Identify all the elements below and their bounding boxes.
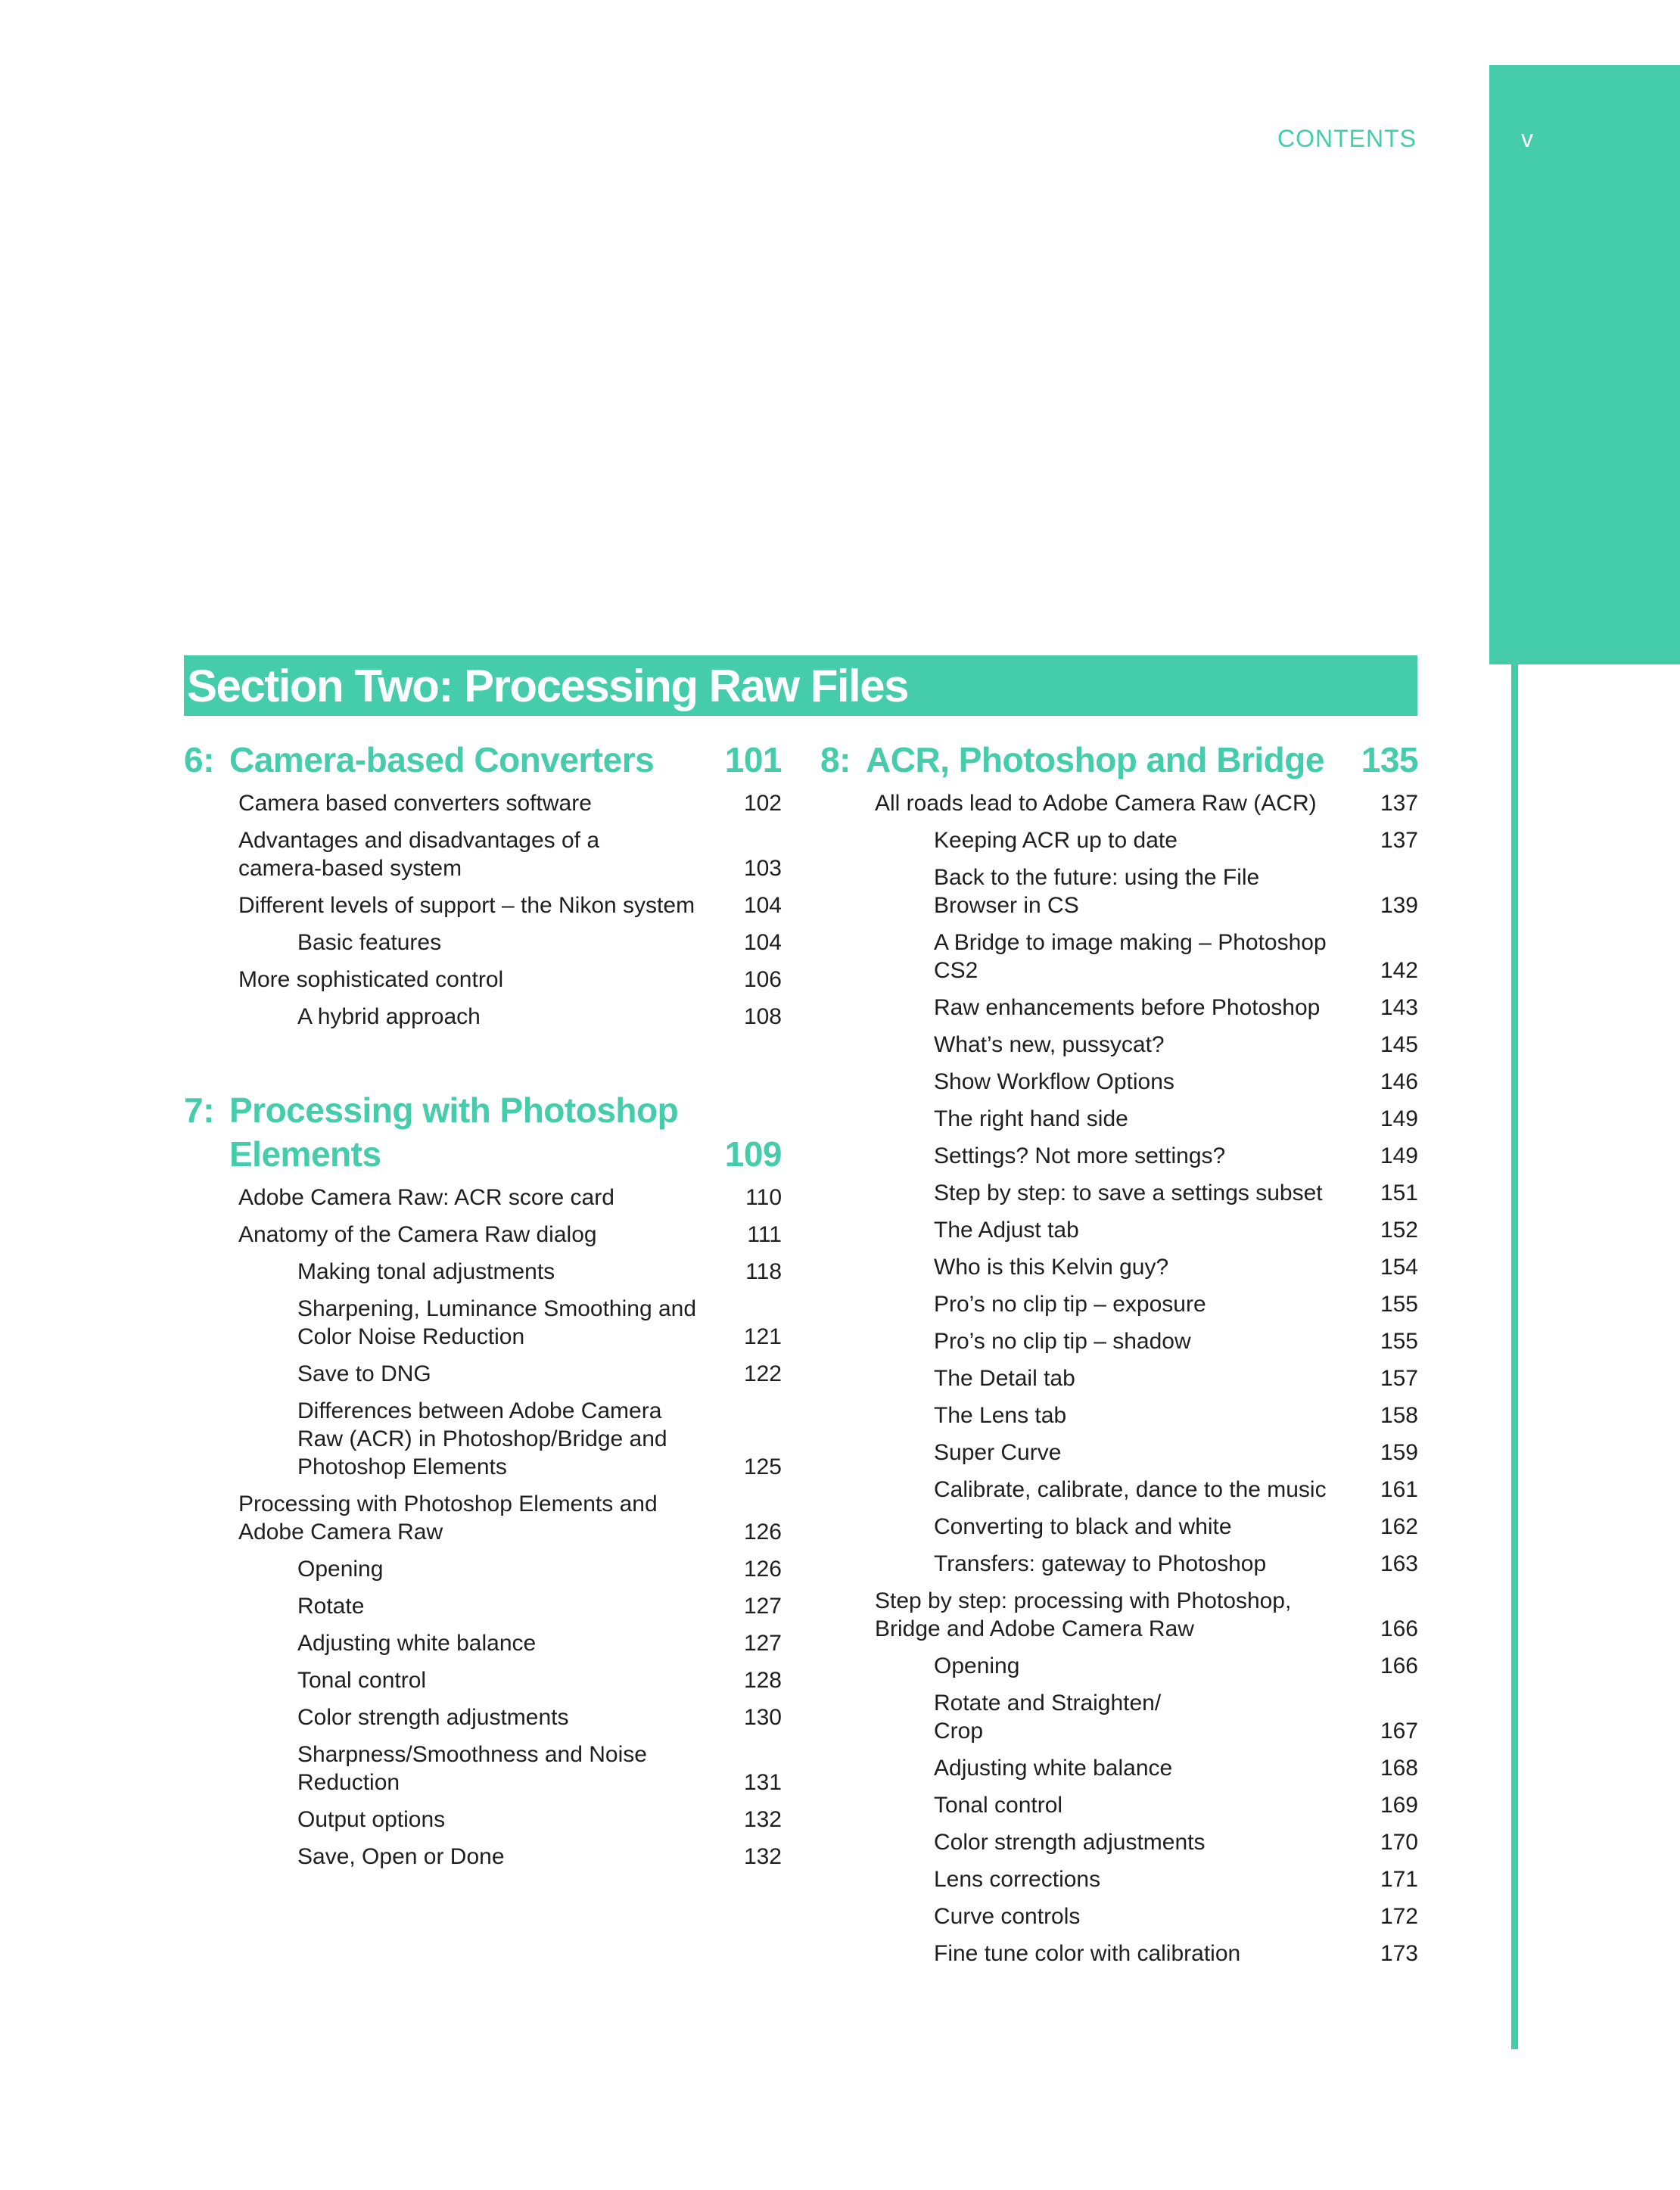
toc-entry-title: Adobe Camera Raw: ACR score card	[238, 1185, 614, 1210]
toc-entry-page: 145	[1380, 1032, 1418, 1057]
toc-entry[interactable]	[184, 891, 782, 919]
toc-entry-page: 166	[1380, 1616, 1418, 1641]
toc-entry[interactable]	[820, 1828, 1418, 1856]
chapter-number: 6:	[184, 740, 214, 779]
toc-entry-page: 125	[743, 1454, 782, 1479]
toc-entry-page: 128	[743, 1668, 782, 1693]
toc-entry[interactable]	[820, 1253, 1418, 1281]
toc-entry[interactable]	[184, 1360, 782, 1388]
toc-entry-title: Show Workflow Options	[934, 1069, 1174, 1094]
toc-entry[interactable]	[184, 1740, 782, 1796]
toc-entry-title: Making tonal adjustments	[297, 1259, 555, 1284]
toc-entry[interactable]	[820, 1327, 1418, 1355]
toc-entry-title: The Adjust tab	[934, 1218, 1079, 1243]
toc-entry[interactable]	[184, 1490, 782, 1546]
toc-entry-title: Tonal control	[297, 1668, 427, 1693]
toc-entry-page: 159	[1380, 1440, 1418, 1465]
toc-entry-title: Adjusting white balance	[297, 1631, 537, 1656]
toc-entry-page: 149	[1380, 1143, 1418, 1168]
toc-entry[interactable]	[820, 929, 1418, 985]
toc-entry-page: 110	[745, 1185, 782, 1210]
toc-entry[interactable]	[820, 1902, 1418, 1930]
toc-entry[interactable]	[184, 826, 782, 882]
toc-entry-page: 162	[1380, 1514, 1418, 1539]
toc-entry[interactable]	[184, 1555, 782, 1583]
toc-entry-title: The Detail tab	[934, 1366, 1075, 1391]
toc-entry-title: Processing with Photoshop Elements and Adobe Camera Raw	[238, 1492, 658, 1545]
toc-entry-title: Converting to black and white	[934, 1514, 1232, 1539]
toc-entry-page: 173	[1380, 1941, 1418, 1966]
chapter-number: 8:	[820, 740, 851, 779]
chapter-number: 7:	[184, 1090, 214, 1130]
toc-entry[interactable]	[184, 1221, 782, 1249]
toc-entry-page: 103	[743, 856, 782, 881]
toc-column-left	[184, 738, 782, 1880]
toc-entry-title: Step by step: to save a settings subset	[934, 1181, 1323, 1205]
toc-entry-title: The Lens tab	[934, 1403, 1067, 1428]
toc-entry[interactable]	[820, 994, 1418, 1022]
toc-entry-page: 104	[743, 930, 782, 955]
toc-entry-page: 161	[1380, 1477, 1418, 1502]
toc-entry-page: 155	[1380, 1292, 1418, 1317]
toc-entry-page: 108	[743, 1004, 782, 1029]
toc-entry[interactable]	[820, 1439, 1418, 1467]
section-title: Section Two: Processing Raw Files	[187, 661, 908, 711]
toc-entry-title: A Bridge to image making – Photoshop CS2	[934, 930, 1327, 983]
toc-entry-title: A hybrid approach	[297, 1004, 481, 1029]
toc-entry-title: Basic features	[297, 930, 442, 955]
toc-entry-page: 169	[1380, 1793, 1418, 1818]
toc-entry[interactable]	[184, 1592, 782, 1620]
toc-entry[interactable]	[820, 1105, 1418, 1133]
toc-entry[interactable]	[820, 1587, 1418, 1643]
toc-entry-page: 172	[1380, 1904, 1418, 1929]
toc-entry-page: 126	[743, 1520, 782, 1545]
toc-entry[interactable]	[184, 1258, 782, 1286]
toc-entry-page: 102	[743, 791, 782, 816]
toc-entry[interactable]	[820, 1513, 1418, 1541]
toc-entry-title: Different levels of support – the Nikon system	[238, 893, 695, 918]
toc-entry[interactable]	[184, 966, 782, 994]
toc-entry[interactable]	[820, 1031, 1418, 1059]
toc-entry-page: 139	[1380, 893, 1418, 918]
toc-entry[interactable]	[820, 1791, 1418, 1819]
toc-entry-title: Sharpening, Luminance Smoothing and Color Noise Reduction	[297, 1296, 697, 1349]
toc-entry[interactable]	[184, 1184, 782, 1212]
toc-entry[interactable]	[820, 863, 1418, 919]
side-tab-block	[1489, 65, 1680, 664]
toc-entry-title: Keeping ACR up to date	[934, 828, 1178, 853]
toc-entry-page: 166	[1380, 1653, 1418, 1678]
toc-entry[interactable]	[820, 1652, 1418, 1680]
toc-entry-title: Rotate and Straighten/ Crop	[934, 1691, 1162, 1744]
chapter-title: Camera-based Converters	[229, 740, 655, 779]
toc-entry-title: Sharpness/Smoothness and Noise Reduction	[297, 1742, 647, 1795]
toc-entry-title: More sophisticated control	[238, 967, 504, 992]
toc-entry[interactable]	[184, 1629, 782, 1657]
toc-entry-title: Who is this Kelvin guy?	[934, 1255, 1169, 1280]
toc-entry-page: 157	[1380, 1366, 1418, 1391]
toc-entry-page: 131	[743, 1770, 782, 1795]
toc-entry-title: Pro’s no clip tip – shadow	[934, 1329, 1191, 1354]
toc-entry-page: 168	[1380, 1756, 1418, 1781]
toc-entry-title: Transfers: gateway to Photoshop	[934, 1551, 1267, 1576]
toc-entry-title: Pro’s no clip tip – exposure	[934, 1292, 1206, 1317]
toc-entry-page: 130	[743, 1705, 782, 1730]
running-head: CONTENTS	[1277, 125, 1417, 152]
chapter-title: Processing with Photoshop Elements	[229, 1090, 679, 1174]
toc-entry[interactable]	[820, 1179, 1418, 1207]
toc-entry-title: Raw enhancements before Photoshop	[934, 995, 1321, 1020]
toc-entry-title: Color strength adjustments	[297, 1705, 569, 1730]
chapter-heading[interactable]	[184, 738, 782, 782]
toc-entry[interactable]	[184, 1003, 782, 1031]
toc-entry[interactable]	[820, 1364, 1418, 1392]
chapter-title: ACR, Photoshop and Bridge	[866, 740, 1324, 779]
toc-entry[interactable]	[820, 1401, 1418, 1429]
toc-entry-title: Rotate	[297, 1594, 365, 1619]
toc-entry-title: Camera based converters software	[238, 791, 592, 816]
toc-entry-title: Save to DNG	[297, 1361, 431, 1386]
toc-entry-title: Lens corrections	[934, 1867, 1101, 1892]
toc-entry[interactable]	[184, 1295, 782, 1351]
toc-entry[interactable]	[820, 1476, 1418, 1504]
toc-entry-page: 106	[743, 967, 782, 992]
toc-entry-page: 111	[747, 1222, 782, 1247]
toc-entry[interactable]	[820, 826, 1418, 854]
toc-entry[interactable]	[184, 1806, 782, 1834]
toc-entry-title: Step by step: processing with Photoshop, Bridge and Adobe Camera Raw	[875, 1588, 1292, 1641]
toc-entry[interactable]	[820, 789, 1418, 817]
toc-entry[interactable]	[184, 1703, 782, 1731]
toc-entry[interactable]	[184, 1666, 782, 1694]
toc-column-right	[820, 738, 1418, 1977]
toc-entry[interactable]	[184, 1397, 782, 1481]
toc-entry-page: 155	[1380, 1329, 1418, 1354]
toc-entry-title: Back to the future: using the File Browser in CS	[934, 865, 1260, 918]
toc-entry-title: What’s new, pussycat?	[934, 1032, 1165, 1057]
toc-entry-page: 132	[743, 1807, 782, 1832]
toc-entry[interactable]	[820, 1865, 1418, 1893]
toc-entry[interactable]	[820, 1068, 1418, 1096]
toc-entry-page: 126	[743, 1557, 782, 1582]
toc-entry-page: 151	[1380, 1181, 1418, 1205]
toc-entry-page: 167	[1380, 1719, 1418, 1744]
toc-entry-title: Differences between Adobe Camera Raw (ACR) in Photoshop/Bridge and Photoshop Elements	[297, 1398, 667, 1479]
page-number: v	[1521, 125, 1533, 152]
toc-entry-page: 127	[743, 1631, 782, 1656]
toc-entry-title: Fine tune color with calibration	[934, 1941, 1241, 1966]
chapter-page: 101	[724, 740, 782, 779]
toc-entry-title: Anatomy of the Camera Raw dialog	[238, 1222, 597, 1247]
toc-entry-page: 149	[1380, 1106, 1418, 1131]
toc-entry[interactable]	[820, 1550, 1418, 1578]
toc-entry-title: Opening	[934, 1653, 1020, 1678]
toc-entry-page: 121	[743, 1324, 782, 1349]
chapter-page: 109	[724, 1134, 782, 1174]
toc-entry-page: 154	[1380, 1255, 1418, 1280]
chapter-page: 135	[1361, 740, 1418, 779]
toc-entry-title: The right hand side	[934, 1106, 1128, 1131]
toc-entry-title: Adjusting white balance	[934, 1756, 1173, 1781]
toc-entry-page: 127	[743, 1594, 782, 1619]
toc-entry[interactable]	[820, 1216, 1418, 1244]
section-band	[184, 655, 1417, 716]
chapter-heading[interactable]	[184, 1088, 782, 1176]
toc-entry-page: 118	[745, 1259, 782, 1284]
toc-entry-page: 170	[1380, 1830, 1418, 1855]
toc-entry-title: Tonal control	[934, 1793, 1063, 1818]
toc-entry-page: 152	[1380, 1218, 1418, 1243]
toc-entry-title: Settings? Not more settings?	[934, 1143, 1226, 1168]
toc-entry[interactable]	[820, 1754, 1418, 1782]
toc-entry-page: 142	[1380, 958, 1418, 983]
toc-entry-page: 122	[743, 1361, 782, 1386]
toc-entry-page: 137	[1380, 791, 1418, 816]
toc-entry-title: Super Curve	[934, 1440, 1062, 1465]
toc-entry-page: 158	[1380, 1403, 1418, 1428]
toc-entry-page: 163	[1380, 1551, 1418, 1576]
toc-entry-page: 171	[1380, 1867, 1418, 1892]
toc-entry[interactable]	[184, 1843, 782, 1871]
side-rule	[1511, 664, 1518, 2049]
toc-entry-title: Curve controls	[934, 1904, 1081, 1929]
toc-entry-title: Calibrate, calibrate, dance to the music	[934, 1477, 1327, 1502]
toc-entry[interactable]	[820, 1290, 1418, 1318]
toc-entry-page: 146	[1380, 1069, 1418, 1094]
toc-entry[interactable]	[184, 929, 782, 957]
toc-entry-page: 143	[1380, 995, 1418, 1020]
toc-entry-title: Output options	[297, 1807, 446, 1832]
chapter-spacer	[184, 1040, 782, 1088]
chapter-heading[interactable]	[820, 738, 1418, 782]
toc-entry-page: 137	[1380, 828, 1418, 853]
toc-entry-page: 104	[743, 893, 782, 918]
toc-entry-title: Color strength adjustments	[934, 1830, 1206, 1855]
toc-entry[interactable]	[820, 1142, 1418, 1170]
toc-entry-title: Advantages and disadvantages of a camera-based system	[238, 828, 600, 881]
toc-entry-title: Opening	[297, 1557, 384, 1582]
toc-entry-title: All roads lead to Adobe Camera Raw (ACR)	[875, 791, 1317, 816]
toc-entry[interactable]	[184, 789, 782, 817]
toc-entry-page: 132	[743, 1844, 782, 1869]
toc-entry[interactable]	[820, 1689, 1418, 1745]
toc-entry-title: Save, Open or Done	[297, 1844, 505, 1869]
toc-entry[interactable]	[820, 1940, 1418, 1968]
